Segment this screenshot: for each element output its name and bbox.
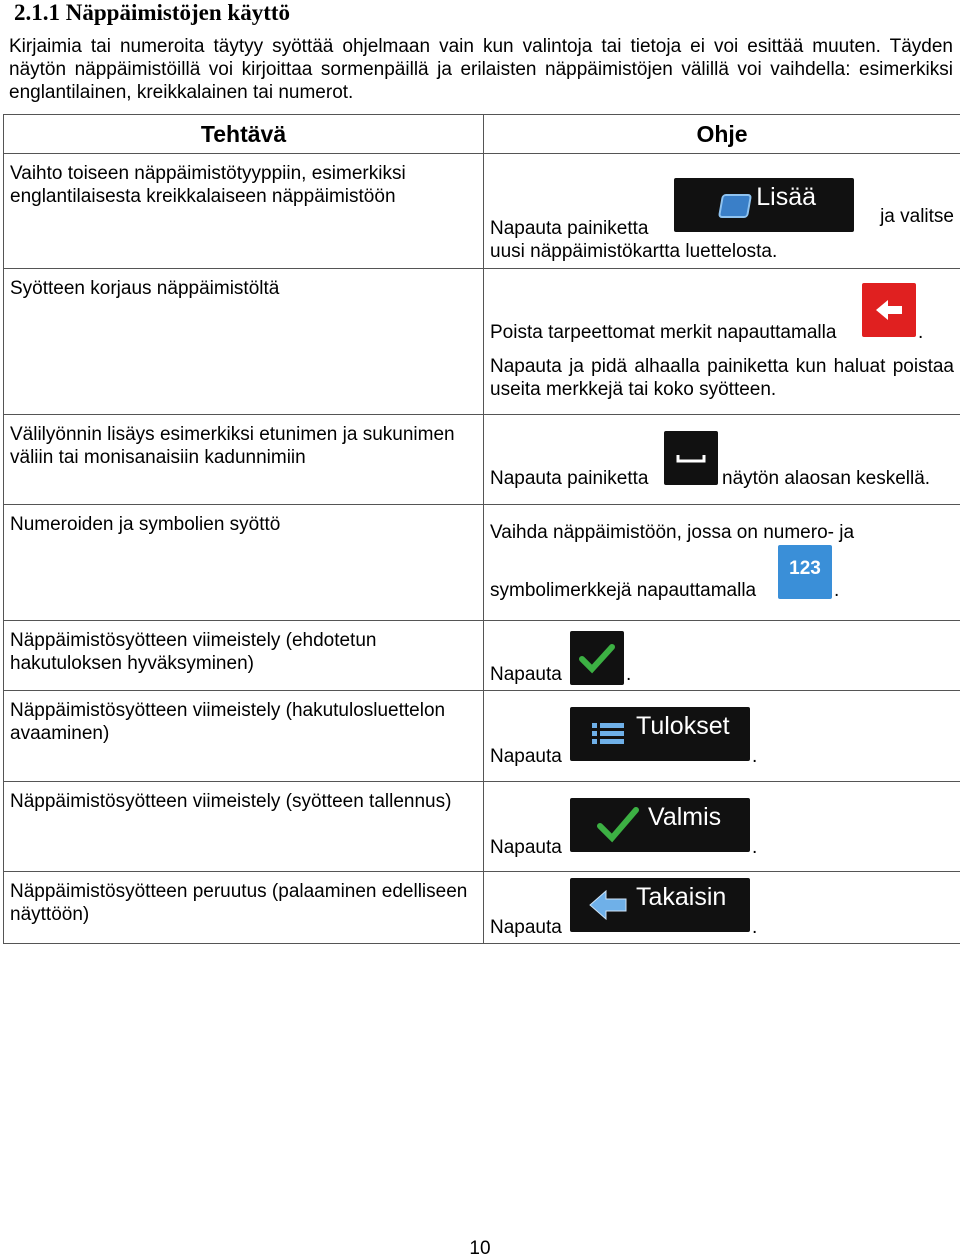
- keyboard-usage-table: [3, 114, 960, 944]
- back-arrow-icon: [588, 888, 628, 928]
- intro-paragraph: Kirjaimia tai numeroita täytyy syöttää ohjelmaan vain kun valintoja tai tietoja ei voi esittää muuten. Täyden näytön näppäimistöillä voi kirjoittaa sormenpäillä ja erilaisten näppäimistöjen välillä voi vaihdella: esimerkiksi englantilainen, kreikkalainen tai numerot.: [9, 35, 953, 104]
- task-cell: Näppäimistösyötteen viimeistely (syötteen tallennus): [4, 782, 484, 872]
- results-list-icon: [592, 721, 626, 753]
- table-row: [4, 782, 960, 872]
- task-cell: Numeroiden ja symbolien syöttö: [4, 505, 484, 621]
- done-button: [570, 798, 750, 852]
- help-text-period: .: [752, 745, 757, 768]
- back-button: [570, 878, 750, 932]
- help-text-line2: Napauta ja pidä alhaalla painiketta kun haluat poistaa useita merkkejä tai koko syötteen.: [490, 355, 954, 401]
- numbers-keyboard-icon: [778, 545, 832, 599]
- button-label: Valmis: [648, 806, 721, 829]
- help-text-line2: symbolimerkkejä napauttamalla: [490, 579, 756, 602]
- backspace-arrow-icon: [862, 283, 916, 337]
- table-row: [4, 505, 960, 621]
- help-cell: [484, 872, 960, 944]
- help-text: Napauta: [490, 745, 562, 768]
- page-number: 10: [0, 1238, 960, 1260]
- help-cell: [484, 621, 960, 691]
- help-cell: [484, 154, 960, 269]
- task-cell: Syötteen korjaus näppäimistöltä: [4, 269, 484, 415]
- column-header-task: Tehtävä: [4, 115, 484, 154]
- help-text: Poista tarpeettomat merkit napauttamalla: [490, 321, 836, 344]
- help-text: Vaihda näppäimistöön, jossa on numero- ja: [490, 521, 854, 544]
- help-cell: [484, 415, 960, 505]
- task-cell: Välilyönnin lisäys esimerkiksi etunimen ja sukunimen väliin tai monisanaisiin kadunnimiin: [4, 415, 484, 505]
- button-label: Lisää: [756, 186, 816, 209]
- help-text-period: .: [752, 916, 757, 939]
- task-cell: Vaihto toiseen näppäimistötyyppiin, esimerkiksi englantilaisesta kreikkalaiseen näppäimistöön: [4, 154, 484, 269]
- help-text-period: .: [626, 663, 631, 686]
- add-keyboard-button: [674, 178, 854, 232]
- help-text: Napauta: [490, 836, 562, 859]
- help-text-line2: uusi näppäimistökartta luettelosta.: [490, 240, 954, 263]
- task-cell: Näppäimistösyötteen viimeistely (hakutulosluettelon avaaminen): [4, 691, 484, 782]
- help-text-period: .: [918, 321, 923, 344]
- button-label: Takaisin: [636, 886, 726, 909]
- help-text: Napauta painiketta: [490, 467, 648, 490]
- help-text-period: .: [834, 579, 839, 602]
- section-heading: 2.1.1 Näppäimistöjen käyttö: [14, 0, 290, 26]
- checkmark-icon: [596, 804, 640, 850]
- help-cell: [484, 505, 960, 621]
- help-cell: [484, 269, 960, 415]
- table-row: [4, 154, 960, 269]
- table-row: [4, 691, 960, 782]
- table-row: [4, 872, 960, 944]
- numbers-button-label: 123: [778, 557, 832, 580]
- results-button: [570, 707, 750, 761]
- help-text: Napauta: [490, 916, 562, 939]
- table-row: [4, 415, 960, 505]
- task-cell: Näppäimistösyötteen viimeistely (ehdotetun hakutuloksen hyväksyminen): [4, 621, 484, 691]
- help-cell: [484, 782, 960, 872]
- space-bar-icon: [664, 431, 718, 485]
- button-label: Tulokset: [636, 715, 730, 738]
- task-cell: Näppäimistösyötteen peruutus (palaaminen edelliseen näyttöön): [4, 872, 484, 944]
- help-text: Napauta: [490, 663, 562, 686]
- column-header-help: Ohje: [484, 115, 960, 154]
- checkmark-icon: [570, 631, 624, 685]
- keyboard-add-icon: [718, 194, 752, 218]
- help-text-period: .: [752, 836, 757, 859]
- help-text-continued: näytön alaosan keskellä.: [722, 467, 930, 490]
- help-text-continued: ja valitse: [880, 205, 954, 228]
- table-row: [4, 621, 960, 691]
- help-cell: [484, 691, 960, 782]
- help-text: Napauta painiketta: [490, 217, 648, 240]
- table-row: [4, 269, 960, 415]
